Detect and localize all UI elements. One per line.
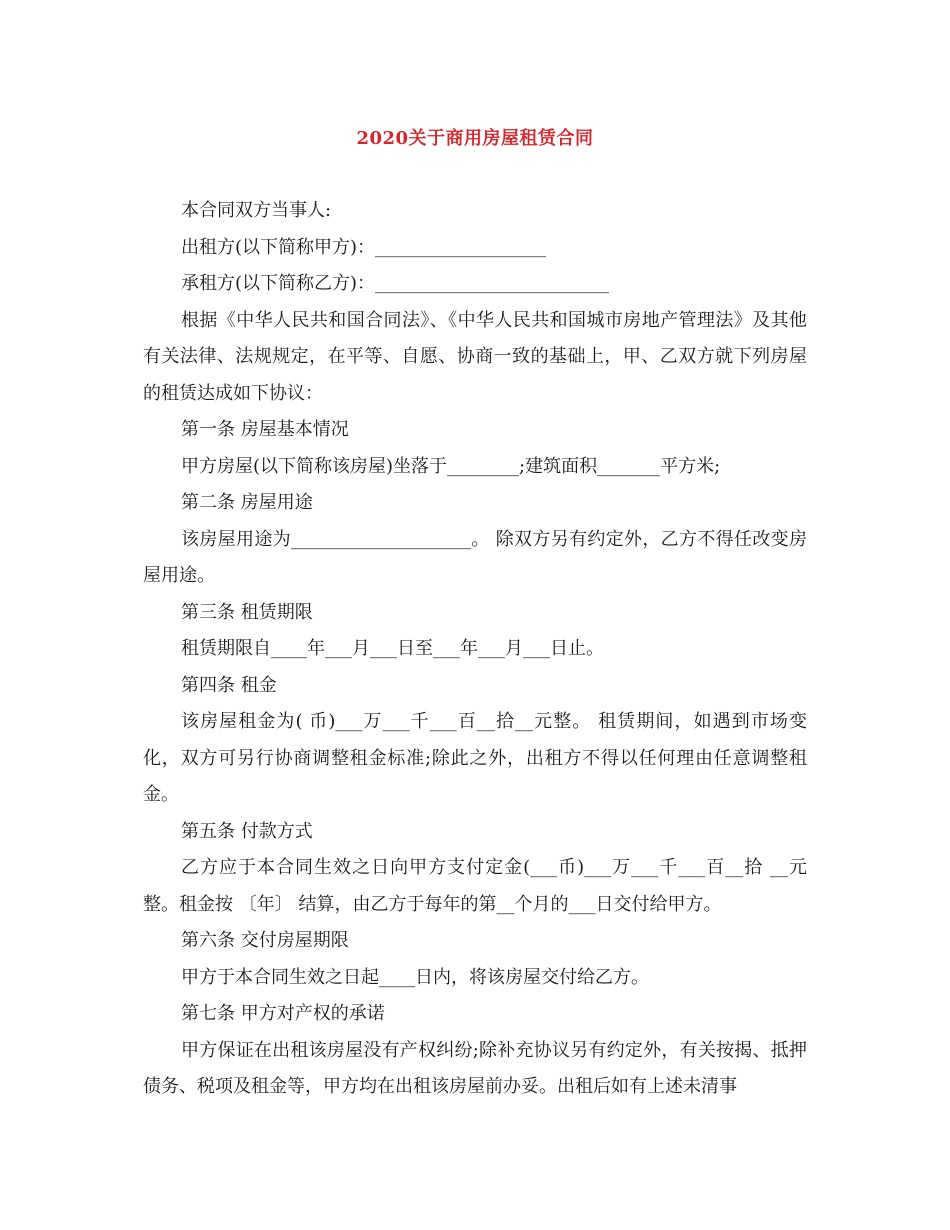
- article-7-heading: 第七条 甲方对产权的承诺: [181, 1003, 385, 1024]
- article-1-content: 甲方房屋(以下简称该房屋)坐落于________;建筑面积_______平方米;: [181, 455, 721, 477]
- article-4-heading: 第四条 租金: [181, 674, 277, 696]
- paragraph-parties-heading: 本合同双方当事人:: [181, 200, 332, 221]
- paragraph-lessee: 承租方(以下简称乙方)：__________________________: [181, 273, 610, 294]
- article-3-heading: 第三条 租赁期限: [181, 601, 313, 623]
- article-2-heading: 第二条 房屋用途: [181, 492, 313, 513]
- article-5-heading: 第五条 付款方式: [181, 820, 313, 842]
- article-4-content: 该房屋租金为( 币)___万___千___百__拾__元整。 租赁期间，如遇到市场变化，双方可另行协商调整租金标准;除此之外，出租方不得以任何理由任意调整租金。: [143, 711, 807, 805]
- article-7-content: 甲方保证在出租该房屋没有产权纠纷;除补充协议另有约定外，有关按揭、抵押债务、税项及租金等，甲方均在出租该房屋前办妥。出租后如有上述未清事: [143, 1039, 807, 1097]
- paragraph-legal-basis: 根据《中华人民共和国合同法》、《中华人民共和国城市房地产管理法》及其他有关法律、法规规定，在平等、自愿、协商一致的基础上，甲、乙双方就下列房屋的租赁达成如下协议：: [143, 309, 807, 404]
- article-6-heading: 第六条 交付房屋期限: [181, 930, 349, 951]
- article-2-content: 该房屋用途为____________________。 除双方另有约定外，乙方不得任改变房屋用途。: [143, 528, 807, 586]
- document-title: 2020关于商用房屋租赁合同: [356, 128, 594, 149]
- article-5-content: 乙方应于本合同生效之日向甲方支付定金(___币)___万___千___百__拾 __元整。租金按 〔年〕 结算，由乙方于每年的第__个月的___日交付给甲方。: [143, 857, 807, 915]
- article-3-content: 租赁期限自____年___月___日至___年___月___日止。: [181, 638, 604, 659]
- document-body: [143, 193, 807, 1106]
- paragraph-lessor: 出租方(以下简称甲方)：___________________: [181, 236, 547, 258]
- article-1-heading: 第一条 房屋基本情况: [181, 419, 349, 440]
- article-6-content: 甲方于本合同生效之日起____日内，将该房屋交付给乙方。: [181, 966, 649, 988]
